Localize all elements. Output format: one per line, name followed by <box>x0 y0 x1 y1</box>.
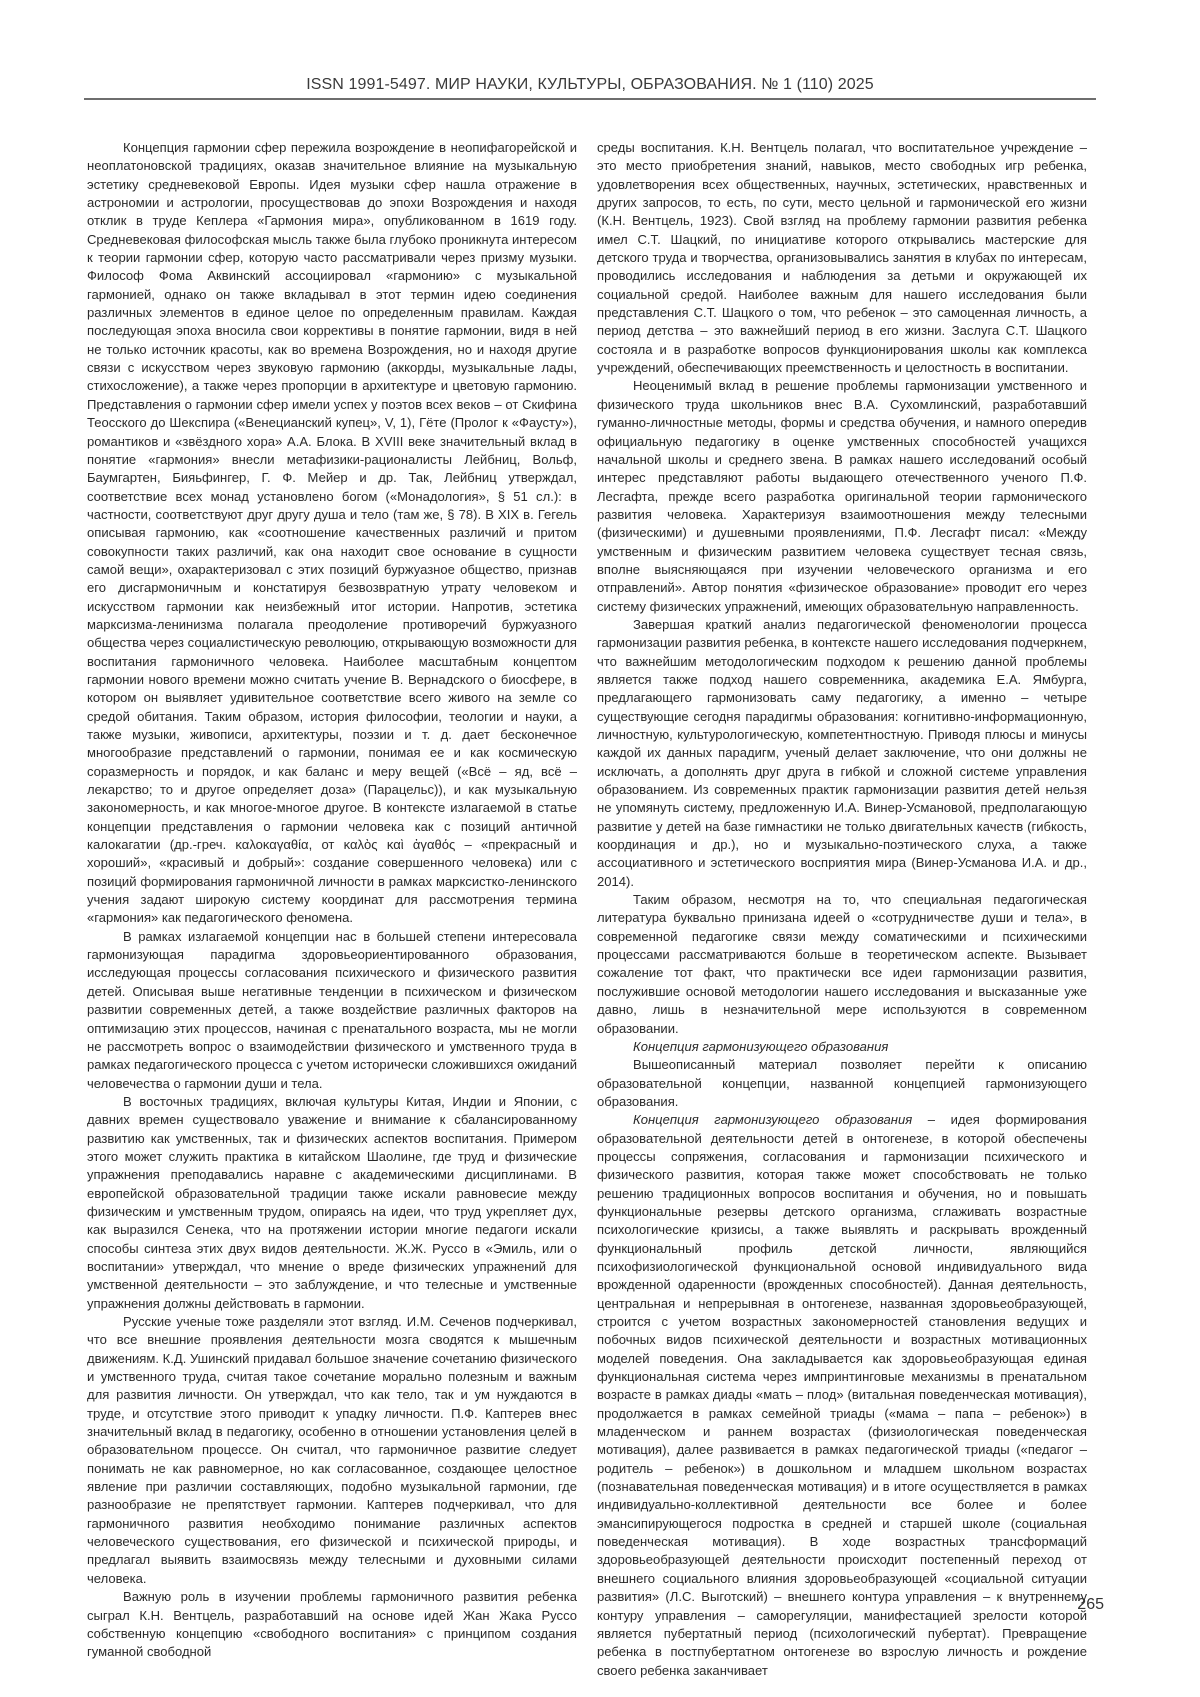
body-paragraph: В восточных традициях, включая культуры Китая, Индии и Японии, с давних времен существовало уважение и внимание к сбалансированному развитию как умственных, так и физических аспектов воспитания. Примером этого может служить практика в китайском Шаолине, где труд и физические упражнения преподавались наравне с академическими дисциплинами. В европейской образовательной традиции также искали равновесие между физическим и умственным трудом, опираясь на идеи, что труд укрепляет дух, как выразился Сенека, что на протяжении истории многие педагоги искали способы синтеза этих двух видов деятельности. Ж.Ж. Руссо в «Эмиль, или о воспитании» утверждал, что мнение о вреде физических упражнений для умственной деятельности – это заблуждение, и что телесные и умственные упражнения должны действовать в гармонии. <box>87 1093 577 1311</box>
header-divider <box>84 98 1096 100</box>
body-paragraph: Важную роль в изучении проблемы гармоничного развития ребенка сыграл К.Н. Вентцель, разработавший на основе идей Жан Жака Руссо собственную концепцию «свободного воспитания» с принципом создания гуманной свободной <box>87 1589 577 1660</box>
right-column <box>597 139 1087 1680</box>
body-paragraph: Вышеописанный материал позволяет перейти к описанию образовательной концепции, названной концепцией гармонизующего образования. <box>597 1057 1087 1109</box>
body-paragraph-continuation: среды воспитания. К.Н. Вентцель полагал, что воспитательное учреждение – это место приобретения знаний, навыков, место свободных игр ребенка, удовлетворения всех общественных, научных, эстетических, нравственных и других запросов, то есть, по сути, место цельной и гармонической его жизни (К.Н. Вентцель, 1923). Свой взгляд на проблему гармонии развития ребенка имел С.Т. Шацкий, по инициативе которого открывались мастерские для детского труда и творчества, организовывались занятия в клубах по интересам, проводились исследования и наблюдения за детьми и окружающей их социальной средой. Наиболее важным для нашего исследования были представления С.Т. Шацкого о том, что ребенок – это самоценная личность, а период детства – это важнейший период в его жизни. Заслуга С.Т. Шацкого состояла и в разработке вопросов функционирования школы как комплекса учреждений, обеспечивающих преемственность и целостность в воспитании. <box>597 140 1087 376</box>
body-paragraph: Русские ученые тоже разделяли этот взгляд. И.М. Сеченов подчеркивал, что все внешние проявления деятельности мозга сводятся к мышечным движениям. К.Д. Ушинский придавал большое значение сочетанию физического и умственного труда, считая такое сочетание морально полезным и важным для развития личности. Он утверждал, что как тело, так и ум нуждаются в труде, и отсутствие этого приводит к упадку личности. П.Ф. Каптерев внес значительный вклад в педагогику, особенно в отношении установления целей в образовательном процессе. Он считал, что гармоничное развитие следует понимать не как равномерное, но как согласованное, создающее целостное явление при различии составляющих, подобно музыкальной гармонии, где разнообразие не препятствует гармонии. Каптерев подчеркивал, что для гармоничного развития необходимо понимание различных аспектов человеческого существования, его физической и психической природы, и предлагал выявить взаимосвязь между телесными и духовными силами человека. <box>87 1314 577 1586</box>
body-paragraph: В рамках излагаемой концепции нас в большей степени интересовала гармонизующая парадигма здоровьеориентированного образования, исследующая процессы согласования психического и физического развития детей. Описывая выше негативные тенденции в психическом и физическом развитии современных детей, а также воздействие различных факторов на оптимизацию этих процессов, начиная с пренатального возраста, мы не могли не рассмотреть вопрос о взаимодействии физического и умственного труда в рамках педагогического процесса с учетом исторически сложившихся ожиданий человечества о гармонии души и тела. <box>87 928 577 1091</box>
section-subheading: Концепция гармонизующего образования <box>633 1038 889 1054</box>
body-paragraph: Завершая краткий анализ педагогической феноменологии процесса гармонизации развития ребенка, в контексте нашего исследования подчеркнем, что важнейшим методологическим подходом к решению данной проблемы является также подход нашего современника, академика Е.А. Ямбурга, предлагающего гармонизовать саму педагогику, а именно – четыре существующие сегодня парадигмы образования: когнитивно-информационную, личностную, культурологическую, компетентностную. Приводя плюсы и минусы каждой их данных парадигм, ученый делает заключение, что они должны не исключать, а дополнять друг друга в гибкой и сложной системе управления образованием. Из современных практик гармонизации развития детей нельзя не упомянуть систему, предложенную И.А. Винер-Усмановой, предполагающую развитие у детей на базе гимнастики не только двигательных качеств (гибкость, координация и др.), но и музыкально-поэтического слуха, а также ассоциативного и эстетического восприятия мира (Винер-Усманова И.А. и др., 2014). <box>597 616 1087 889</box>
body-paragraph: Концепция гармонии сфер пережила возрождение в неопифагорейской и неоплатоновской традициях, оказав значительное влияние на музыкальную эстетику средневековой Европы. Идея музыки сфер нашла отражение в астрономии и астрологии, просуществовав до эпохи Возрождения и находя отклик в труде Кеплера «Гармония мира», опубликованном в 1619 году. Средневековая философская мысль также была глубоко проникнута интересом к теории гармонии сфер, которую часто рассматривали через призму музыки. Философ Фома Аквинский ассоциировал «гармонию» с музыкальной гармонией, однако он также вкладывал в этот термин идею соединения различных элементов в единое целое по определенным правилам. Каждая последующая эпоха вносила свои коррективы в понятие гармонии, видя в ней не только источник красоты, как во времена Возрождения, но и находя другие связи с искусством через звуковую гармонию (аккорды, музыкальные лады, стихосложение), а также через пропорции в архитектуре и цветовую гармонию. Представления о гармонии сфер имели успех у поэтов всех веков – от Скифина Теосского до Шекспира («Венецианский купец», V, 1), Гёте (Пролог к «Фаусту»), романтиков и «звёздного хора» А.А. Блока. В XVIII веке значительный вклад в понятие «гармония» внесли метафизики-рационалисты Лейбниц, Вольф, Баумгартен, Бияьфингер, Г. Ф. Мейер и др. Так, Лейбниц утверждал, соответствие всех монад установлено богом («Монадология», § 51 сл.): в частности, соответствуют друг другу душа и тело (там же, § 78). В XIX в. Гегель описывая гармонию, как «соотношение качественных различий и притом совокупности таких различий, как она находит свое основание в сущности самой вещи», охарактеризовал с этих позиций буржуазное общество, признав его дисгармоничным и констатируя безвозвратную утрату человеком и искусством гармонии как неизбежный итог истории. Напротив, эстетика марксизма-ленинизма полагала преодоление противоречий буржуазного общества через социалистическую революцию, открывающую возможности для воспитания гармоничного человека. Наиболее масштабным концептом гармонии нового времени можно считать учение В. Вернадского о биосфере, в котором он выявляет удивительное соответствие всего живого на земле со средой обитания. Таким образом, история философии, теологии и науки, а также музыки, живописи, архитектуры, поэзии и т. д. дает бесконечное многообразие представлений о гармонии, понимая ее и как космическую соразмерность и порядок, и как баланс и меру вещей («Всё – яд, всё – лекарство; то и другое определяет доза» (Парацельс)), и как музыкальную закономерность, и как многое-многое другое. В контексте излагаемой в статье концепции представления о гармонии человека как с позиций античной калокагатии (др.-греч. καλοκαγαθία, от καλὸς καὶ ἀγαθός – «прекрасный и хороший», «красивый и добрый»: создание совершенного человека) или с позиций формирования гармоничной личности в рамках марксистко-ленинского учения задают широкую систему координат для рассмотрения термина «гармония» как педагогического феномена. <box>87 140 577 926</box>
body-paragraph: Неоценимый вклад в решение проблемы гармонизации умственного и физического труда школьников внес В.А. Сухомлинский, разработавший гуманно-личностные методы, формы и средства обучения, и намного опередив официальную педагогику в оценке умственных способностей учащихся начальной школы и среднего звена. В рамках нашего исследований особый интерес представляют работы выдающего отечественного ученого П.Ф. Лесгафта, прежде всего разработка оригинальной теории гармонического развития человека. Характеризуя взаимоотношения между телесными (физическими) и душевными проявлениями, П.Ф. Лесгафт писал: «Между умственным и физическим развитием человека существует тесная связь, вполне выясняющаяся при изучении человеческого организма и его отправлений». Автор понятия «физическое образование» проводит его через систему физических упражнений, имеющих образовательную направленность. <box>597 378 1087 614</box>
left-column <box>87 139 577 1662</box>
definition-paragraph <box>597 1111 1087 1680</box>
running-header: ISSN 1991-5497. МИР НАУКИ, КУЛЬТУРЫ, ОБРАЗОВАНИЯ. № 1 (110) 2025 <box>306 76 874 93</box>
definition-text: – идея формирования образовательной деятельности детей в онтогенезе, в которой обеспечены процессы сопряжения, согласования и гармонизации психического и физического развития, которая также может способствовать не только решению традиционных вопросов воспитания и обучения, но и повышать функциональные резервы детского организма, сглаживать возрастные психологические кризисы, а также выявлять и раскрывать врожденный функциональный профиль детской личности, являющийся психофизиологической функциональной основой индивидуального вида врожденной одаренности (врожденных способностей). Данная деятельность, центральная и непрерывная в онтогенезе, названная здоровьеобразующей, строится с учетом возрастных закономерностей становления ведущих и побочных видов психической деятельности и возрастных мотивационных моделей поведения. Она закладывается как здоровьеобразующая единая функциональная система через импринтинговые механизмы в пренатальном возрасте в рамках диады «мать – плод» (витальная поведенческая мотивация), продолжается в рамках семейной триады («мама – папа – ребенок») в младенческом и раннем возрастах (физиологическая поведенческая мотивация), далее развивается в рамках педагогической триады («педагог – родитель – ребенок») в дошкольном и младшем школьном возрастах (познавательная поведенческая мотивация) и в итоге осуществляется в рамках индивидуально-коллективной деятельности все более и более эмансипирующегося подростка в средней и старшей школе (социальная поведенческая мотивация). В ходе возрастных трансформаций здоровьеобразующей деятельности происходит постепенный переход от внешнего социального влияния здоровьеобразующей «социальной ситуации развития» (Л.С. Выготский) – внешнего контура управления – к внутреннему контуру управления – саморегуляции, манифестацией зрелости которой является пубертатный период (психологический пубертат). Превращение ребенка в постпубертатном онтогенезе во взрослую личность и рождение своего ребенка заканчивает <box>597 1112 1087 1678</box>
page-number: 265 <box>1077 1596 1104 1613</box>
body-paragraph: Таким образом, несмотря на то, что специальная педагогическая литература буквально принизана идеей о «сотрудничестве души и тела», в современной педагогике связи между соматическими и психическими процессами рассматриваются больше в теоретическом аспекте. Вызывает сожаление тот факт, что практически все идеи гармонизации развития, послужившие основой методологии нашего исследования и высказанные уже давно, лишь в незначительной мере используются в современном образовании. <box>597 892 1087 1036</box>
definition-term: Концепция гармонизующего образования <box>633 1112 913 1128</box>
